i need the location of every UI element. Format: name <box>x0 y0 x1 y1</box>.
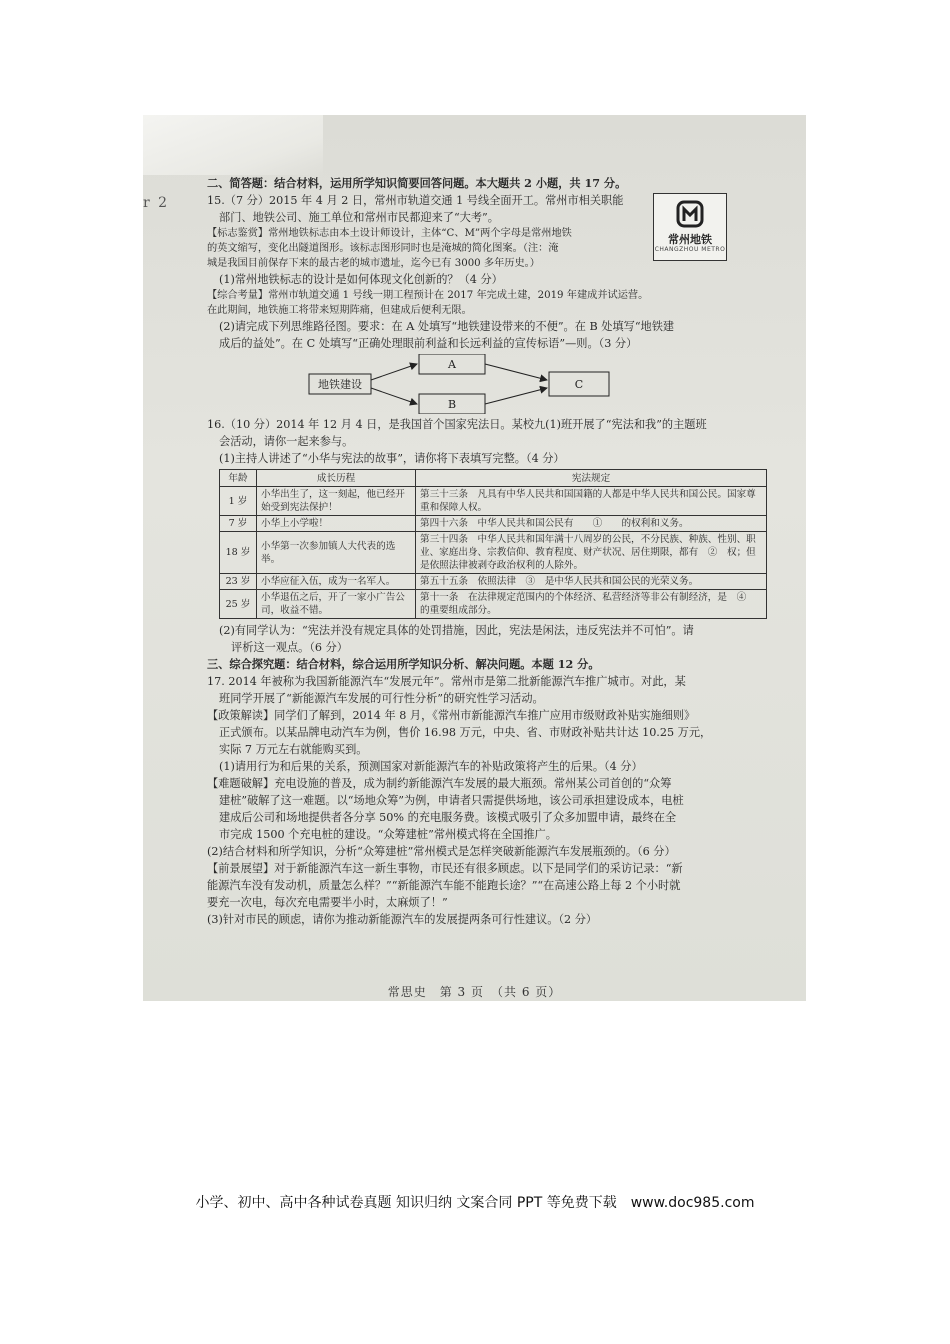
q15-material1-1: 【标志鉴赏】常州地铁标志由本土设计师设计，主体“C、M”两个字母是常州地铁 <box>207 228 572 239</box>
metro-logo-subtext: CHANGZHOU METRO <box>654 246 726 253</box>
q17-intro-1: 17. 2014 年被称为我国新能源汽车“发展元年”。常州市是第二批新能源汽车推广城市。对此，某 <box>207 675 686 688</box>
q15-intro-2: 部门、地铁公司、施工单位和常州市民都迎来了“大考”。 <box>219 211 499 224</box>
margin-scribble: r 2 <box>143 195 170 211</box>
q15-material2-2: 在此期间，地铁施工将带来短期阵痛，但建成后便利无限。 <box>207 305 472 316</box>
q17-prospect-1: 【前景展望】对于新能源汽车这一新生事物，市民还有很多顾虑。以下是同学们的采访记录：“新 <box>207 862 683 875</box>
table-row <box>220 487 767 516</box>
download-footer: 小学、初中、高中各种试卷真题 知识归纳 文案合同 PPT 等免费下载 www.doc985.com <box>195 1195 755 1211</box>
table-cell-experience: 小华退伍之后，开了一家小广告公司，收益不错。 <box>257 590 416 619</box>
q16-question-2-2: 评析这一观点。（6 分） <box>231 641 348 654</box>
q17-prospect-2: 能源汽车没有发动机，质量怎么样？”“新能源汽车能不能跑长途？”“在高速公路上每 2 个小时就 <box>207 879 681 892</box>
q17-policy-1: 【政策解读】同学们了解到，2014 年 8 月，《常州市新能源汽车推广应用市级财政补贴实施细则》 <box>207 709 696 722</box>
thinking-path-diagram <box>207 354 787 414</box>
table-row <box>220 590 767 619</box>
metro-logo-text: 常州地铁 <box>668 233 712 246</box>
table-cell-law: 第十一条 在法律规定范围内的个体经济、私营经济等非公有制经济，是 ④ 的重要组成部分。 <box>416 590 767 619</box>
table-cell-experience: 小华上小学啦！ <box>257 516 416 532</box>
q15-material1-3: 城是我国目前保存下来的最古老的城市遗址，迄今已有 3000 多年历史。） <box>207 258 540 269</box>
paper-fold <box>143 115 323 175</box>
q16-intro-2: 会活动，请你一起来参与。 <box>219 435 354 448</box>
q17-difficulty-2: 建桩”破解了这一难题。以“场地众筹”为例，申请者只需提供场地，该公司承担建设成本，电桩 <box>219 794 684 807</box>
table-cell-experience: 小华第一次参加镇人大代表的选举。 <box>257 532 416 574</box>
table-cell-experience: 小华出生了，这一刻起，他已经开始受到宪法保护！ <box>257 487 416 516</box>
q15-intro-1: 15.（7 分）2015 年 4 月 2 日，常州市轨道交通 1 号线全面开工。常州市相关职能 <box>207 194 624 207</box>
q17-difficulty-3: 建成后公司和场地提供者各分享 50% 的充电服务费。该模式吸引了众多加盟申请，最终在全 <box>219 811 677 824</box>
table-row <box>220 516 767 532</box>
section3-heading: 三、综合探究题：结合材料，综合运用所学知识分析、解决问题。本题 12 分。 <box>207 657 600 671</box>
table-cell-law: 第三十四条 中华人民共和国年满十八周岁的公民，不分民族、种族、性别、职业、家庭出身、宗教信仰、教育程度、财产状况、居住期限，都有 ② 权；但是依照法律被剥夺政治权利的人除外。 <box>416 532 767 574</box>
exam-page-number: 常思史 第 3 页 （共 6 页） <box>387 985 562 999</box>
diagram-arrow-a-c <box>485 364 547 380</box>
constitution-table <box>219 469 767 619</box>
section2-heading: 二、简答题：结合材料，运用所学知识简要回答问题。本大题共 2 小题，共 17 分。 <box>207 176 627 190</box>
q17-question-2: (2)结合材料和所学知识，分析“众筹建桩”常州模式是怎样突破新能源汽车发展瓶颈的。（6 分） <box>207 845 676 858</box>
table-cell-law: 第四十六条 中华人民共和国公民有 ① 的权利和义务。 <box>416 516 767 532</box>
table-header-law: 宪法规定 <box>416 470 767 487</box>
q17-policy-2: 正式颁布。以某品牌电动汽车为例，售价 16.98 万元，中央、省、市财政补贴共计达 10.25 万元， <box>219 726 712 739</box>
table-cell-age: 25 岁 <box>220 590 257 619</box>
table-row <box>220 574 767 590</box>
q15-question-2-1: (2)请完成下列思维路径图。要求：在 A 处填写“地铁建设带来的不便”。在 B 处填写“地铁建 <box>219 320 675 333</box>
table-cell-age: 18 岁 <box>220 532 257 574</box>
diagram-c-label: C <box>574 378 584 391</box>
table-cell-age: 1 岁 <box>220 487 257 516</box>
diagram-start-label: 地铁建设 <box>318 378 362 391</box>
q17-difficulty-1: 【难题破解】充电设施的普及，成为制约新能源汽车发展的最大瓶颈。常州某公司首创的“众筹 <box>207 777 672 790</box>
q17-policy-3: 实际 7 万元左右就能购买到。 <box>219 743 368 756</box>
q17-intro-2: 班同学开展了“新能源汽车发展的可行性分析”的研究性学习活动。 <box>219 692 544 705</box>
q17-question-1: (1)请用行为和后果的关系，预测国家对新能源汽车的补贴政策将产生的后果。（4 分） <box>219 760 643 773</box>
diagram-arrow-b-c <box>485 388 547 404</box>
table-cell-age: 7 岁 <box>220 516 257 532</box>
q15-question-2-2: 成后的益处”。在 C 处填写“正确处理眼前利益和长远利益的宣传标语”—则。（3 分） <box>219 337 638 350</box>
diagram-a-label: A <box>448 358 456 371</box>
q16-question-1: (1)主持人讲述了“小华与宪法的故事”，请你将下表填写完整。（4 分） <box>219 452 565 465</box>
table-cell-law: 第五十五条 依照法律 ③ 是中华人民共和国公民的光荣义务。 <box>416 574 767 590</box>
table-header-row <box>220 470 767 487</box>
table-header-age: 年龄 <box>220 470 257 487</box>
table-cell-experience: 小华应征入伍，成为一名军人。 <box>257 574 416 590</box>
q16-question-2-1: (2)有同学认为：“宪法并没有规定具体的处罚措施，因此，宪法是闲法，违反宪法并不可怕”。请 <box>219 624 694 637</box>
q16-intro-1: 16.（10 分）2014 年 12 月 4 日，是我国首个国家宪法日。某校九(1)班开展了“宪法和我”的主题班 <box>207 418 707 431</box>
diagram-arrow-start-a <box>371 364 417 380</box>
q15-question-1: (1)常州地铁标志的设计是如何体现文化创新的？（4 分） <box>219 273 503 286</box>
q17-prospect-3: 要充一次电，每次充电需要半小时，太麻烦了！” <box>207 896 448 909</box>
q17-question-3: (3)针对市民的顾虑，请你为推动新能源汽车的发展提两条可行性建议。（2 分） <box>207 913 598 926</box>
table-cell-age: 23 岁 <box>220 574 257 590</box>
table-cell-law: 第三十三条 凡具有中华人民共和国国籍的人都是中华人民共和国公民。国家尊重和保障人权。 <box>416 487 767 516</box>
table-header-experience: 成长历程 <box>257 470 416 487</box>
q15-material1-2: 的英文缩写，变化出隧道图形。该标志图形同时也是淹城的简化图案。（注：淹 <box>207 243 559 254</box>
diagram-arrow-start-b <box>371 388 417 404</box>
q15-material2-1: 【综合考量】常州市轨道交通 1 号线一期工程预计在 2017 年完成土建，2019 年建成并试运营。 <box>207 290 649 301</box>
diagram-b-label: B <box>447 398 457 411</box>
exam-content <box>207 175 787 928</box>
table-row <box>220 532 767 574</box>
q17-difficulty-4: 市完成 1500 个充电桩的建设。“众筹建桩”常州模式将在全国推广。 <box>219 828 557 841</box>
exam-photo <box>143 115 806 1001</box>
